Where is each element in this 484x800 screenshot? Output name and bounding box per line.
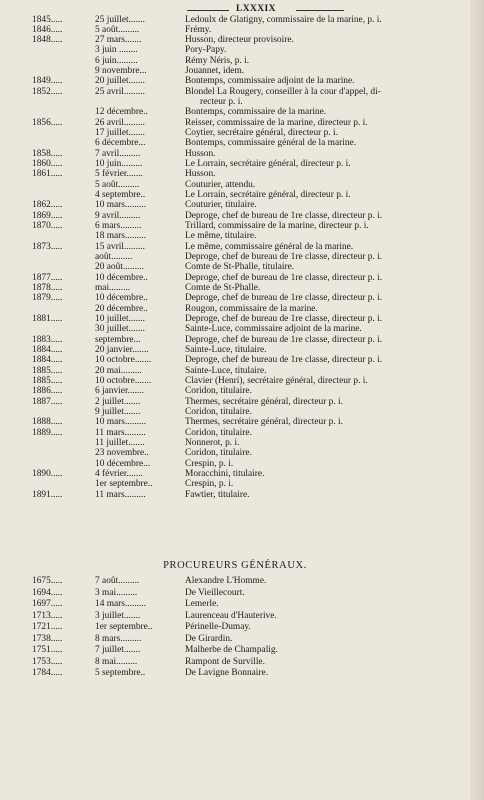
row-text: Sainte-Luce, titulaire. xyxy=(185,365,267,376)
row-text: Lemerle. xyxy=(185,599,219,609)
row-year: 1856..... xyxy=(32,117,63,128)
list-row xyxy=(0,417,470,427)
row-text: Bontemps, commissaire général de la marine. xyxy=(185,138,357,149)
list-row xyxy=(0,293,470,303)
list-row xyxy=(0,611,470,623)
row-text: Thermes, secrétaire général, directeur p. i. xyxy=(185,417,343,428)
row-date: 6 juin......... xyxy=(95,55,138,66)
list-row xyxy=(0,459,470,469)
row-date: 6 janvier....... xyxy=(95,386,144,397)
row-year: 1861..... xyxy=(32,169,63,180)
list-row xyxy=(0,397,470,407)
row-text: Frémy. xyxy=(185,24,212,35)
list-row xyxy=(0,335,470,345)
row-date: 3 mai......... xyxy=(95,587,138,598)
row-text: Deproge, chef de bureau de 1re classe, directeur p. i. xyxy=(185,293,383,304)
row-date: 8 mars......... xyxy=(95,633,142,644)
header-rule-left xyxy=(187,10,229,11)
row-date: 15 avril......... xyxy=(95,241,145,252)
list-row xyxy=(0,138,470,148)
row-text: Moracchini, titulaire. xyxy=(185,468,265,479)
row-date: 20 août......... xyxy=(95,262,144,273)
row-year: 1713..... xyxy=(32,610,63,621)
row-text: Alexandre L'Homme. xyxy=(185,576,267,586)
procureurs-list xyxy=(0,576,470,680)
list-row xyxy=(0,324,470,334)
row-date: 1er septembre.. xyxy=(95,479,153,490)
list-row xyxy=(0,190,470,200)
row-text: Crespin, p. i. xyxy=(185,458,234,469)
row-year: 1751..... xyxy=(32,645,63,655)
row-year: 1888..... xyxy=(32,417,63,428)
row-text: Sainte-Luce, titulaire. xyxy=(185,345,267,355)
row-year: 1884..... xyxy=(32,345,63,355)
row-text: Le même, titulaire. xyxy=(185,231,257,242)
row-year: 1845..... xyxy=(32,14,63,25)
row-text: Reisser, commissaire de la marine, directeur p. i. xyxy=(185,117,368,128)
row-date: 9 avril......... xyxy=(95,210,141,221)
row-text: Jouannet, idem. xyxy=(185,66,245,77)
list-row xyxy=(0,314,470,324)
row-year: 1885..... xyxy=(32,375,63,386)
row-date: 1er septembre.. xyxy=(95,622,153,632)
row-year: 1738..... xyxy=(32,633,63,644)
row-date: 18 mars......... xyxy=(95,231,147,242)
list-row xyxy=(0,355,470,365)
row-date: 7 juillet....... xyxy=(95,645,141,655)
row-year: 1884..... xyxy=(32,355,63,366)
row-text: Clavier (Henri), secrétaire général, directeur p. i. xyxy=(185,375,368,386)
row-year: 1891..... xyxy=(32,489,63,500)
list-row xyxy=(0,169,470,179)
row-text: Couturier, attendu. xyxy=(185,179,256,190)
list-row xyxy=(0,159,470,169)
row-year: 1878..... xyxy=(32,283,63,294)
list-row xyxy=(0,428,470,438)
row-year: 1889..... xyxy=(32,427,63,438)
row-text: Sainte-Luce, commissaire adjoint de la marine. xyxy=(185,324,362,335)
row-date: 10 décembre... xyxy=(95,458,151,469)
row-year: 1858..... xyxy=(32,148,63,159)
row-text: Thermes, secrétaire général, directeur p. i. xyxy=(185,396,343,407)
page-number: LXXXIX xyxy=(236,4,276,14)
row-date: 3 juin ........ xyxy=(95,45,138,56)
row-year: 1870..... xyxy=(32,221,63,232)
row-date: septembre... xyxy=(95,334,141,345)
row-year: 1721..... xyxy=(32,622,63,632)
directors-list xyxy=(0,15,470,500)
row-date: 10 mars......... xyxy=(95,417,147,428)
row-date: 12 décembre.. xyxy=(95,107,148,118)
row-date: 17 juillet....... xyxy=(95,128,145,139)
row-text: Coridon, titulaire. xyxy=(185,427,252,438)
row-date: 5 août......... xyxy=(95,24,140,35)
row-text: Comte de St-Phalle, titulaire. xyxy=(185,262,295,273)
list-row xyxy=(0,56,470,66)
row-date: 5 septembre.. xyxy=(95,668,146,678)
row-text: Coridon, titulaire. xyxy=(185,386,252,397)
row-date: 9 novembre... xyxy=(95,66,147,77)
row-text: Crespin, p. i. xyxy=(185,479,234,490)
list-row xyxy=(0,304,470,314)
row-text: Laurenceau d'Hauterive. xyxy=(185,610,277,621)
row-text: Ledoulx de Glatigny, commissaire de la marine, p. i. xyxy=(185,14,382,25)
list-row xyxy=(0,386,470,396)
row-year: 1862..... xyxy=(32,200,63,211)
row-date: 11 mars......... xyxy=(95,427,146,438)
row-text: Pory-Papy. xyxy=(185,45,227,56)
list-row xyxy=(0,448,470,458)
list-row xyxy=(0,97,470,107)
row-date: 10 juin......... xyxy=(95,159,143,170)
list-row xyxy=(0,76,470,86)
list-row xyxy=(0,438,470,448)
row-year: 1753..... xyxy=(32,656,63,667)
list-row xyxy=(0,657,470,669)
row-year: 1860..... xyxy=(32,159,63,170)
list-row xyxy=(0,149,470,159)
row-text: Blondel La Rougery, conseiller à la cour d'appel, di- xyxy=(185,86,381,97)
list-row xyxy=(0,252,470,262)
list-row xyxy=(0,87,470,97)
row-date: 25 juillet....... xyxy=(95,14,145,25)
row-date: mai......... xyxy=(95,283,131,294)
row-text: Trillard, commissaire de la marine, directeur p. i. xyxy=(185,221,369,232)
list-row xyxy=(0,242,470,252)
row-text: Rougon, commissaire de la marine. xyxy=(185,303,318,314)
row-date: 10 décembre.. xyxy=(95,293,148,304)
row-year: 1887..... xyxy=(32,396,63,407)
list-row xyxy=(0,118,470,128)
row-date: 9 juillet....... xyxy=(95,406,141,417)
row-year: 1886..... xyxy=(32,386,63,397)
row-year: 1883..... xyxy=(32,334,63,345)
row-text: Comte de St-Phalle. xyxy=(185,283,261,294)
row-text: Coridon, titulaire. xyxy=(185,448,252,459)
row-text: Malherbe de Champalig. xyxy=(185,645,278,655)
row-text: Rémy Néris, p. i. xyxy=(185,55,250,66)
row-text: Deproge, chef de bureau de 1re classe, directeur p. i. xyxy=(185,252,383,263)
row-date: 27 mars....... xyxy=(95,35,142,46)
row-year: 1885..... xyxy=(32,365,63,376)
row-text: Husson. xyxy=(185,169,216,180)
row-year: 1881..... xyxy=(32,314,63,325)
list-row xyxy=(0,231,470,241)
row-date: 3 juillet....... xyxy=(95,610,141,621)
row-text: Le Lorrain, secrétaire général, directeur p. i. xyxy=(185,190,351,201)
row-year: 1697..... xyxy=(32,599,63,609)
row-date: 7 août......... xyxy=(95,576,140,586)
row-date: 5 février....... xyxy=(95,169,143,180)
list-row xyxy=(0,35,470,45)
row-year: 1849..... xyxy=(32,76,63,87)
row-date: 25 avril......... xyxy=(95,86,145,97)
row-date: 5 août......... xyxy=(95,179,140,190)
row-date: août......... xyxy=(95,252,133,263)
row-year: 1694..... xyxy=(32,587,63,598)
row-text: De Vieillecourt. xyxy=(185,587,245,598)
row-text: Fawtier, titulaire. xyxy=(185,489,250,500)
row-year: 1890..... xyxy=(32,468,63,479)
section-title: PROCUREURS GÉNÉRAUX. xyxy=(163,560,307,571)
row-text: Couturier, titulaire. xyxy=(185,200,257,211)
list-row xyxy=(0,283,470,293)
row-text: Deproge, chef de bureau de 1re classe, directeur p. i. xyxy=(185,210,383,221)
list-row xyxy=(0,622,470,634)
row-date: 8 mai......... xyxy=(95,656,138,667)
row-text: Deproge, chef de bureau de 1re classe, directeur p. i. xyxy=(185,314,383,325)
row-year: 1879..... xyxy=(32,293,63,304)
row-date: 10 décembre.. xyxy=(95,272,148,283)
row-text: Nonnerot, p. i. xyxy=(185,437,240,448)
list-row xyxy=(0,599,470,611)
row-date: 4 septembre.. xyxy=(95,190,146,201)
list-row xyxy=(0,645,470,657)
list-row xyxy=(0,15,470,25)
list-row xyxy=(0,107,470,117)
list-row xyxy=(0,200,470,210)
list-row xyxy=(0,25,470,35)
list-row xyxy=(0,45,470,55)
list-row xyxy=(0,576,470,588)
list-row xyxy=(0,479,470,489)
list-row xyxy=(0,66,470,76)
list-row xyxy=(0,588,470,600)
row-text: Le même, commissaire général de la marine. xyxy=(185,241,354,252)
row-date: 30 juillet....... xyxy=(95,324,145,335)
row-date: 6 mars......... xyxy=(95,221,142,232)
list-row xyxy=(0,345,470,355)
list-row xyxy=(0,180,470,190)
list-row xyxy=(0,376,470,386)
row-date: 14 mars......... xyxy=(95,599,147,609)
row-text: Bontemps, commissaire de la marine. xyxy=(185,107,327,118)
row-date: 23 novembre.. xyxy=(95,448,149,459)
row-date: 11 juillet....... xyxy=(95,437,145,448)
row-year: 1852..... xyxy=(32,86,63,97)
row-year: 1675..... xyxy=(32,576,63,586)
list-row xyxy=(0,273,470,283)
list-row xyxy=(0,407,470,417)
row-text: Coridon, titulaire. xyxy=(185,406,252,417)
list-row xyxy=(0,128,470,138)
row-year: 1869..... xyxy=(32,210,63,221)
page-edge xyxy=(470,0,484,800)
row-year: 1873..... xyxy=(32,241,63,252)
row-text: De Girardin. xyxy=(185,633,233,644)
list-row xyxy=(0,262,470,272)
list-row xyxy=(0,366,470,376)
header-rule-right xyxy=(296,10,344,11)
row-date: 20 janvier....... xyxy=(95,345,149,355)
list-row xyxy=(0,211,470,221)
row-date: 10 octobre....... xyxy=(95,375,152,386)
list-row xyxy=(0,490,470,500)
row-text: Le Lorrain, secrétaire général, directeur p. i. xyxy=(185,159,351,170)
list-row xyxy=(0,634,470,646)
row-date: 10 juillet....... xyxy=(95,314,145,325)
row-text: recteur p. i. xyxy=(200,97,243,108)
row-date: 2 juillet....... xyxy=(95,396,141,407)
row-text: Bontemps, commissaire adjoint de la marine. xyxy=(185,76,355,87)
row-date: 10 octobre....... xyxy=(95,355,152,366)
row-date: 6 décembre... xyxy=(95,138,146,149)
row-year: 1877..... xyxy=(32,272,63,283)
row-year: 1848..... xyxy=(32,35,63,46)
list-row xyxy=(0,469,470,479)
row-text: Deproge, chef de bureau de 1re classe, directeur p. i. xyxy=(185,334,383,345)
row-date: 20 mai......... xyxy=(95,365,142,376)
row-date: 4 février....... xyxy=(95,468,143,479)
row-text: Deproge, chef de bureau de 1re classe, directeur p. i. xyxy=(185,272,383,283)
list-row xyxy=(0,221,470,231)
row-year: 1784..... xyxy=(32,668,63,678)
row-date: 11 mars......... xyxy=(95,489,146,500)
row-date: 26 avril......... xyxy=(95,117,145,128)
row-text: Deproge, chef de bureau de 1re classe, directeur p. i. xyxy=(185,355,383,366)
row-text: Rampont de Surville. xyxy=(185,656,265,667)
row-year: 1846..... xyxy=(32,24,63,35)
row-date: 20 juillet....... xyxy=(95,76,145,87)
list-row xyxy=(0,668,470,680)
row-text: Husson, directeur provisoire. xyxy=(185,35,294,46)
row-date: 20 décembre.. xyxy=(95,303,148,314)
row-text: Husson. xyxy=(185,148,216,159)
row-text: De Lavigne Bonnaire. xyxy=(185,668,269,678)
row-date: 7 avril......... xyxy=(95,148,141,159)
row-text: Périnelle-Dumay. xyxy=(185,622,251,632)
row-date: 10 mars......... xyxy=(95,200,147,211)
row-text: Coytier, secrétaire général, directeur p. i. xyxy=(185,128,338,139)
